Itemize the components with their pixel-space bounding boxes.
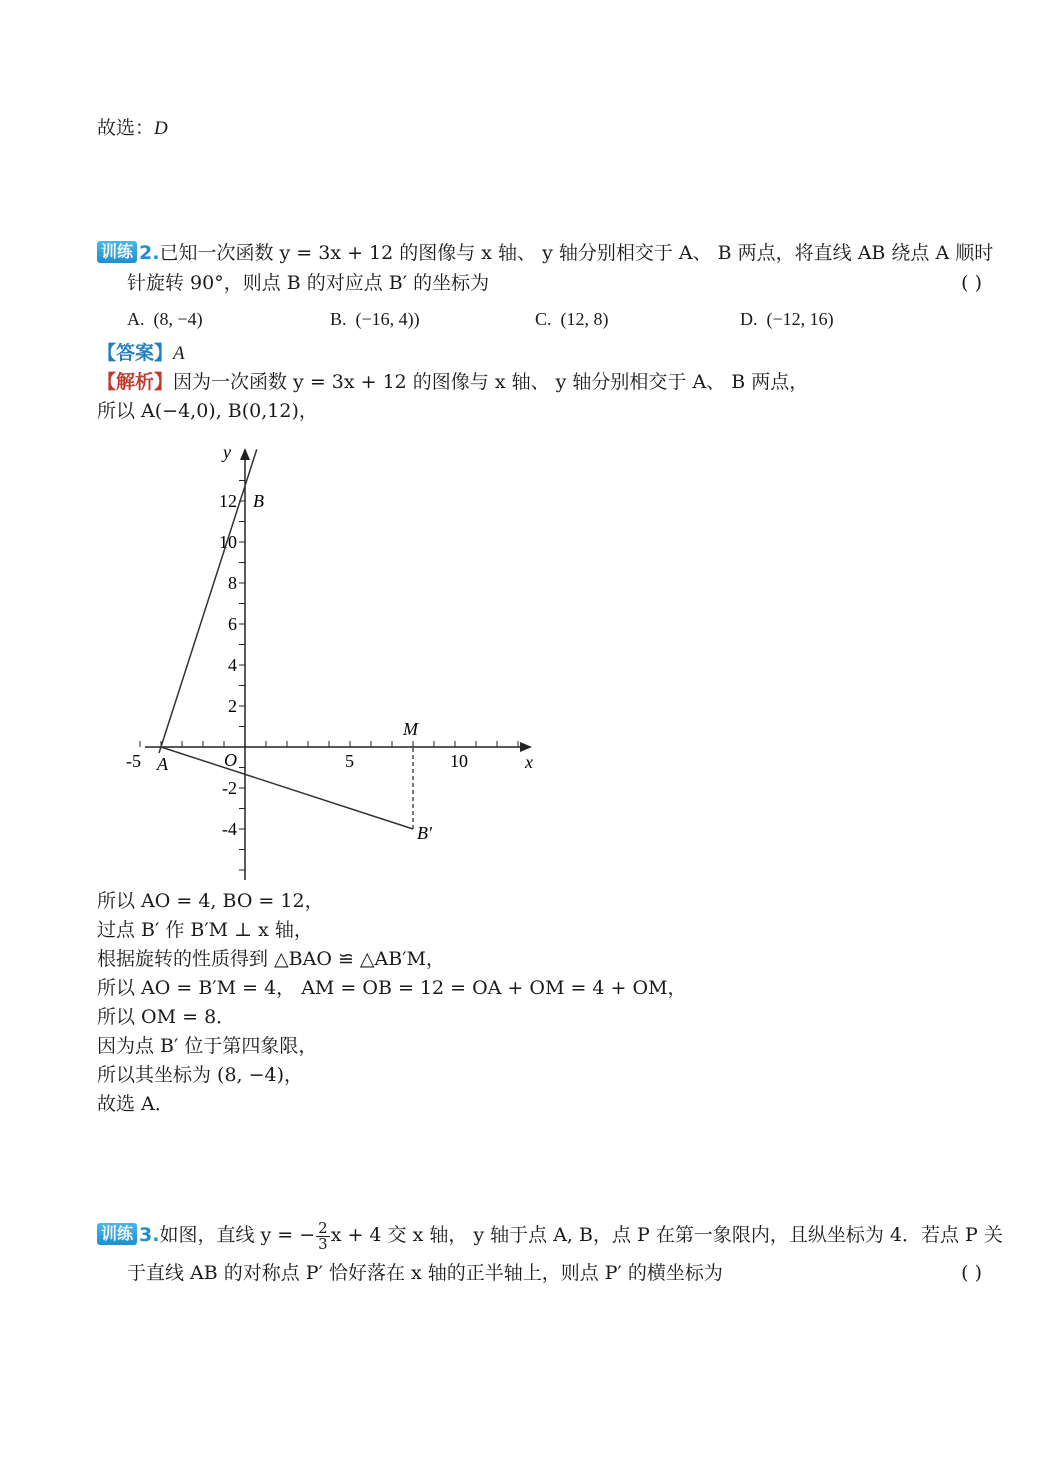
x-tick-label: 10 [450, 751, 468, 771]
q2-stem-line2: 针旋转 90°，则点 B 的对应点 B′ 的坐标为 [127, 272, 490, 294]
q2-stem-line1 [97, 240, 993, 266]
y-tick-label: 6 [228, 614, 237, 634]
origin-label: O [224, 750, 237, 770]
q2-option-c: C. (12, 8) [535, 309, 609, 329]
x-tick-label: -5 [126, 751, 141, 771]
training-tag: 训练 [97, 241, 137, 263]
fraction: $\frac{2}{3}$ [318, 1218, 328, 1253]
step-line: 过点 B′ 作 B′M ⊥ x 轴， [97, 919, 313, 941]
q3-stem-line1: 训练 3.如图，直线 y = − $\frac{2}{3}$ x + 4 交 x 轴， y 轴于点 A, B，点 P 在第一象限内，且纵坐标为 4．若点 P 关 [97, 1220, 1003, 1252]
analysis-label: 【解析】 [97, 371, 174, 393]
q3-answer-paren: ( ) [961, 1262, 982, 1284]
point-bprime-label: B′ [417, 823, 432, 843]
q2-option-a: A. (8, −4) [127, 309, 203, 329]
x-axis-label: x [525, 752, 533, 772]
x-tick-label: 5 [345, 751, 354, 771]
point-a-label: A [157, 754, 168, 774]
choose-label: 故选： [97, 117, 155, 139]
y-tick-label: 2 [228, 696, 237, 716]
answer-label: 【答案】 [97, 342, 174, 364]
q3-stem-line2: 于直线 AB 的对称点 P′ 恰好落在 x 轴的正半轴上，则点 P′ 的横坐标为 [127, 1262, 723, 1284]
coordinate-graph [120, 440, 560, 885]
line-ab-prime [161, 747, 413, 829]
y-tick-label: 4 [228, 655, 237, 675]
point-m-label: M [403, 719, 418, 739]
step-line: 所以其坐标为 (8, −4)， [97, 1064, 304, 1086]
step-line: 所以 AO = 4, BO = 12， [97, 890, 324, 912]
training-tag: 训练 [97, 1223, 137, 1245]
y-tick-label: 8 [228, 573, 237, 593]
step-line: 故选 A． [97, 1093, 174, 1115]
step-line: 因为点 B′ 位于第四象限， [97, 1035, 318, 1057]
q3-number: 3. [139, 1224, 160, 1246]
y-tick-label: 10 [219, 532, 237, 552]
y-axis-arrow [240, 448, 250, 460]
q2-number: 2. [139, 242, 160, 264]
point-b-label: B [253, 491, 264, 511]
q2-answer-paren: ( ) [961, 272, 982, 294]
step-line: 所以 AO = B′M = 4， AM = OB = 12 = OA + OM = 4 + OM， [97, 977, 687, 999]
choose-value: D [154, 118, 168, 139]
y-tick-label: -4 [222, 819, 237, 839]
answer-value: A [173, 343, 185, 364]
step-line: 根据旋转的性质得到 △BAO ≌ △AB′M， [97, 948, 445, 970]
q2-answer-line [97, 340, 185, 367]
q2-analysis-line2: 所以 A(−4,0), B(0,12)， [97, 400, 318, 422]
y-tick-label: 12 [219, 491, 237, 511]
line-ab [159, 449, 257, 753]
q2-analysis-line1: 【解析】因为一次函数 y = 3x + 12 的图像与 x 轴、 y 轴分别相交于 A、 B 两点， [97, 371, 809, 393]
q2-stem-text1: 已知一次函数 y = 3x + 12 的图像与 x 轴、 y 轴分别相交于 A、 B 两点，将直线 AB 绕点 A 顺时 [159, 242, 994, 264]
step-line: 所以 OM = 8． [97, 1006, 236, 1028]
x-axis-arrow [520, 742, 532, 752]
y-axis-label: y [223, 442, 231, 462]
y-tick-label: -2 [222, 778, 237, 798]
q2-option-b: B. (−16, 4)) [330, 309, 420, 329]
q2-option-d: D. (−12, 16) [740, 309, 834, 329]
prev-answer-line [97, 115, 168, 142]
